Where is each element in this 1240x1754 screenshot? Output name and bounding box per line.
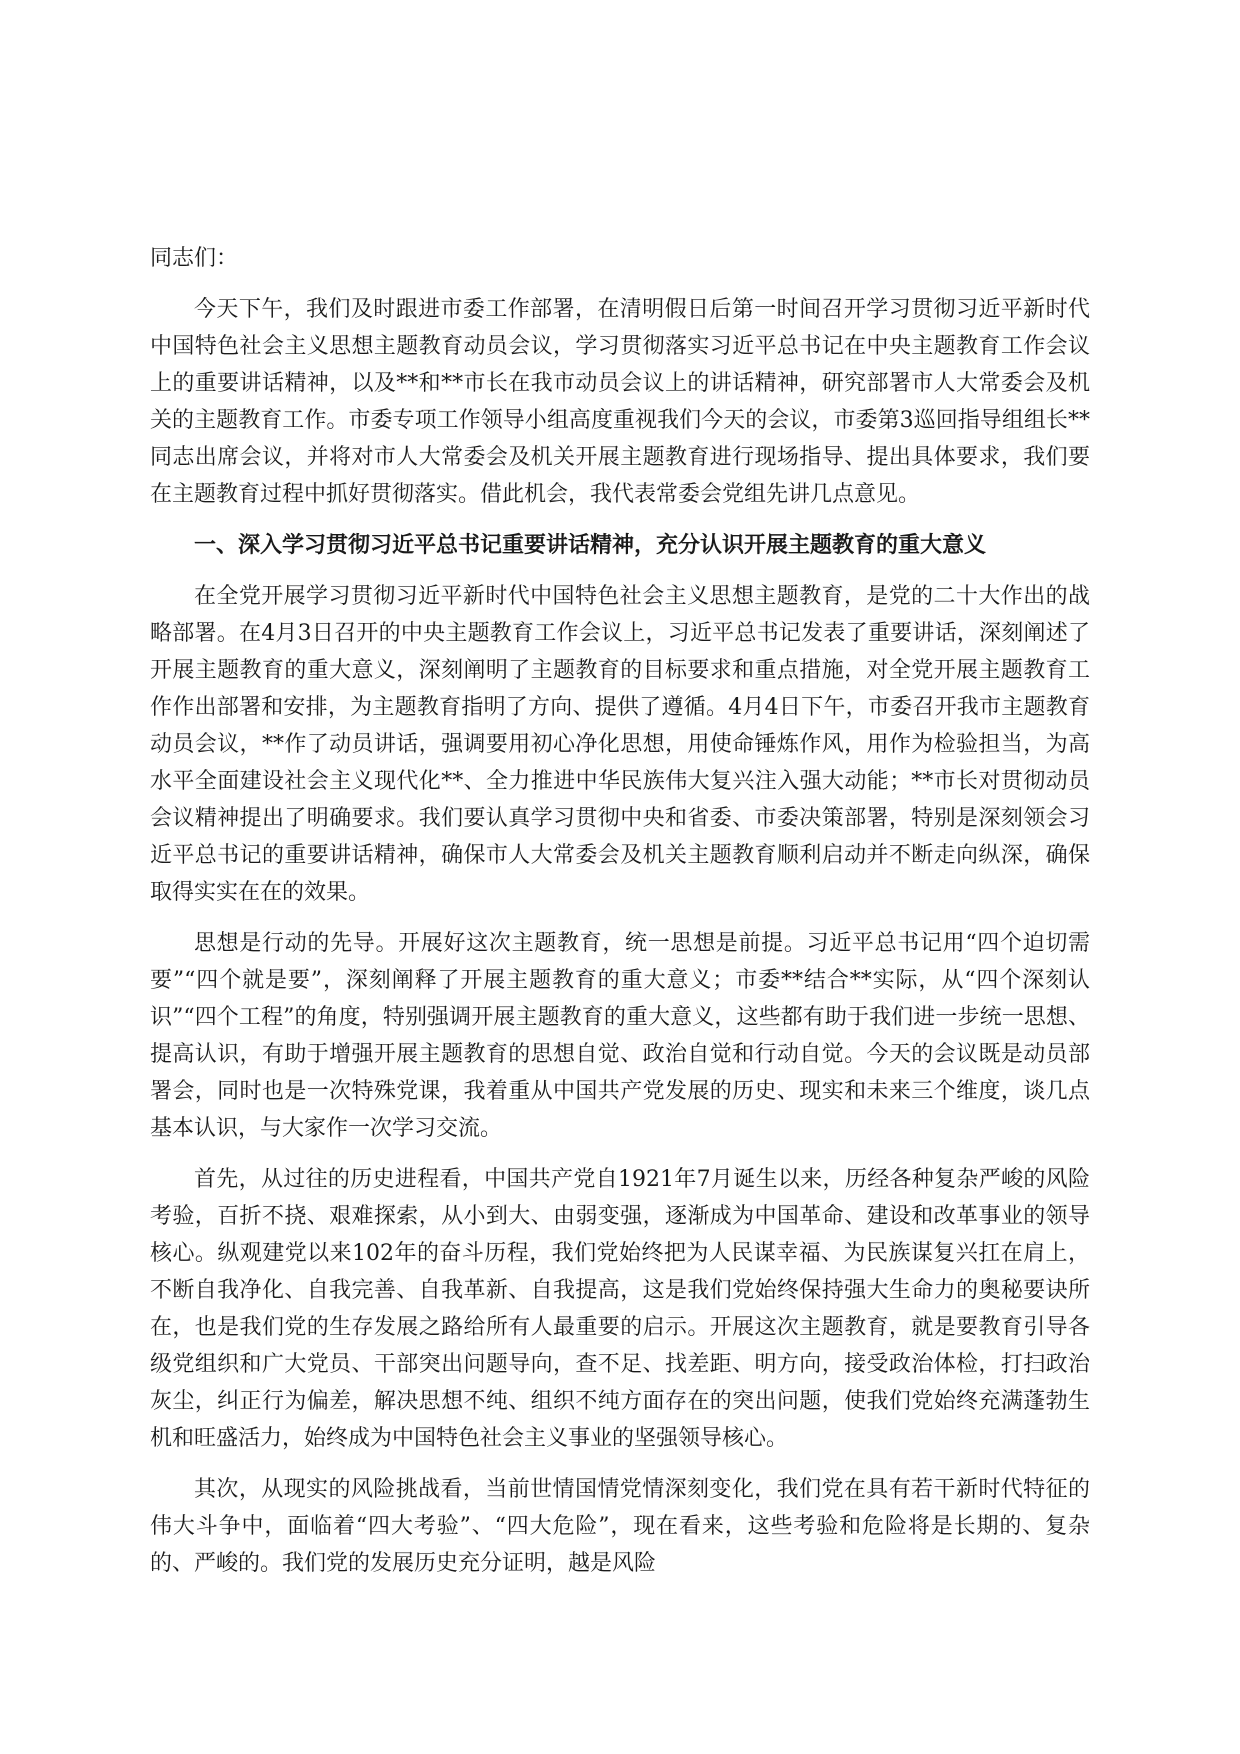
section-heading-1: 一、深入学习贯彻习近平总书记重要讲话精神，充分认识开展主题教育的重大意义 — [194, 532, 987, 558]
paragraph-intro: 今天下午，我们及时跟进市委工作部署，在清明假日后第一时间召开学习贯彻习近平新时代中国特色社会主义思想主题教育动员会议，学习贯彻落实习近平总书记在中央主题教育工作会议上的重要讲话精神，以及**和**市长在我市动员会议上的讲话精神，研究部署市人大常委会及机关的主题教育工作。市委专项工作领导小组高度重视我们今天的会议，市委第3巡回指导组组长**同志出席会议，并将对市人大常委会及机关开展主题教育进行现场指导、提出具体要求，我们要在主题教育过程中抓好贯彻落实。借此机会，我代表常委会党组先讲几点意见。 — [150, 297, 1090, 507]
paragraph-history: 首先，从过往的历史进程看，中国共产党自1921年7月诞生以来，历经各种复杂严峻的风险考验，百折不挠、艰难探索，从小到大、由弱变强，逐渐成为中国革命、建设和改革事业的领导核心。纵观建党以来102年的奋斗历程，我们党始终把为人民谋幸福、为民族谋复兴扛在肩上，不断自我净化、自我完善、自我革新、自我提高，这是我们党始终保持强大生命力的奥秘要诀所在，也是我们党的生存发展之路给所有人最重要的启示。开展这次主题教育，就是要教育引导各级党组织和广大党员、干部突出问题导向，查不足、找差距、明方向，接受政治体检，打扫政治灰尘，纠正行为偏差，解决思想不纯、组织不纯方面存在的突出问题，使我们党始终充满蓬勃生机和旺盛活力，始终成为中国特色社会主义事业的坚强领导核心。 — [150, 1167, 1090, 1451]
paragraph-deployment: 在全党开展学习贯彻习近平新时代中国特色社会主义思想主题教育，是党的二十大作出的战略部署。在4月3日召开的中央主题教育工作会议上，习近平总书记发表了重要讲话，深刻阐述了开展主题教育的重大意义，深刻阐明了主题教育的目标要求和重点措施，对全党开展主题教育工作作出部署和安排，为主题教育指明了方向、提供了遵循。4月4日下午，市委召开我市主题教育动员会议，**作了动员讲话，强调要用初心净化思想，用使命锤炼作风，用作为检验担当，为高水平全面建设社会主义现代化**、全力推进中华民族伟大复兴注入强大动能；**市长对贯彻动员会议精神提出了明确要求。我们要认真学习贯彻中央和省委、市委决策部署，特别是深刻领会习近平总书记的重要讲话精神，确保市人大常委会及机关主题教育顺利启动并不断走向纵深，确保取得实实在在的效果。 — [150, 584, 1090, 905]
paragraph-thought: 思想是行动的先导。开展好这次主题教育，统一思想是前提。习近平总书记用“四个迫切需要”“四个就是要”，深刻阐释了开展主题教育的重大意义；市委**结合**实际，从“四个深刻认识”“四个工程”的角度，特别强调开展主题教育的重大意义，这些都有助于我们进一步统一思想、提高认识，有助于增强开展主题教育的思想自觉、政治自觉和行动自觉。今天的会议既是动员部署会，同时也是一次特殊党课，我着重从中国共产党发展的历史、现实和未来三个维度，谈几点基本认识，与大家作一次学习交流。 — [150, 931, 1091, 1141]
paragraph-risks: 其次，从现实的风险挑战看，当前世情国情党情深刻变化，我们党在具有若干新时代特征的伟大斗争中，面临着“四大考验”、“四大危险”，现在看来，这些考验和危险将是长期的、复杂的、严峻的。我们党的发展历史充分证明，越是风险 — [150, 1477, 1090, 1576]
salutation: 同志们： — [150, 246, 239, 271]
